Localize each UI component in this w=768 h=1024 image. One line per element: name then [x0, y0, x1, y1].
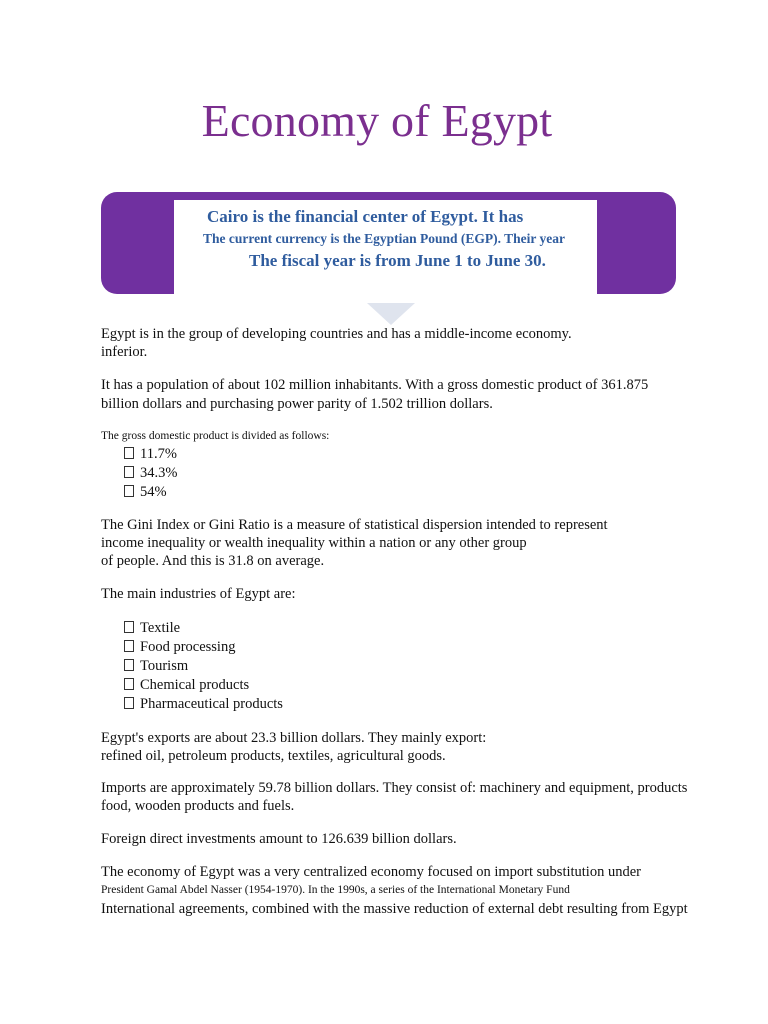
- paragraph-gini-line-1: The Gini Index or Gini Ratio is a measure of statistical dispersion intended to represent: [101, 517, 608, 533]
- summary-banner-text-box: [174, 200, 597, 294]
- checkbox-bullet-icon: [124, 678, 134, 690]
- gdp-item-label: 54%: [140, 484, 167, 500]
- paragraph-gini-line-3: of people. And this is 31.8 on average.: [101, 553, 325, 569]
- checkbox-bullet-icon: [124, 485, 134, 497]
- industry-label: Tourism: [140, 658, 189, 674]
- industries-intro: The main industries of Egypt are:: [101, 586, 296, 602]
- paragraph-history-line-3: International agreements, combined with the massive reduction of external debt resulting from Egypt: [101, 901, 688, 917]
- paragraph-population-line-2: billion dollars and purchasing power parity of 1.502 trillion dollars.: [101, 396, 493, 412]
- checkbox-bullet-icon: [124, 447, 134, 459]
- list-item: [124, 483, 167, 501]
- list-item: [124, 445, 177, 463]
- paragraph-imports-line-1: Imports are approximately 59.78 billion dollars. They consist of: machinery and equipment, products: [101, 780, 688, 796]
- industry-label: Textile: [140, 620, 181, 636]
- list-item: [124, 657, 188, 675]
- industry-label: Pharmaceutical products: [140, 696, 283, 712]
- list-item: [124, 638, 235, 656]
- list-item: [124, 619, 180, 637]
- paragraph-fdi: Foreign direct investments amount to 126.639 billion dollars.: [101, 831, 457, 847]
- paragraph-imports-line-2: food, wooden products and fuels.: [101, 798, 295, 814]
- paragraph-exports-line-2: refined oil, petroleum products, textiles, agricultural goods.: [101, 748, 446, 764]
- paragraph-population-line-1: It has a population of about 102 million inhabitants. With a gross domestic product of 361.875: [101, 377, 649, 393]
- down-arrow-icon: [367, 303, 415, 325]
- paragraph-economy-line-2: inferior.: [101, 344, 148, 360]
- banner-line-3: The fiscal year is from June 1 to June 30.: [249, 251, 546, 270]
- banner-line-2: The current currency is the Egyptian Pound (EGP). Their year: [203, 231, 565, 246]
- list-item: [124, 695, 283, 713]
- checkbox-bullet-icon: [124, 640, 134, 652]
- paragraph-exports-line-1: Egypt's exports are about 23.3 billion dollars. They mainly export:: [101, 730, 487, 746]
- checkbox-bullet-icon: [124, 659, 134, 671]
- paragraph-history-line-2: President Gamal Abdel Nasser (1954-1970). In the 1990s, a series of the International Monetary Fund: [101, 884, 570, 896]
- industry-label: Food processing: [140, 639, 236, 655]
- gdp-intro: The gross domestic product is divided as follows:: [101, 430, 330, 442]
- paragraph-history-line-1: The economy of Egypt was a very centralized economy focused on import substitution under: [101, 864, 641, 880]
- checkbox-bullet-icon: [124, 697, 134, 709]
- paragraph-economy-line-1: Egypt is in the group of developing countries and has a middle-income economy.: [101, 326, 572, 342]
- list-item: [124, 676, 249, 694]
- paragraph-gini-line-2: income inequality or wealth inequality within a nation or any other group: [101, 535, 527, 551]
- industry-label: Chemical products: [140, 677, 250, 693]
- gdp-item-label: 11.7%: [140, 446, 177, 462]
- banner-line-1: Cairo is the financial center of Egypt. It has: [207, 207, 524, 226]
- checkbox-bullet-icon: [124, 466, 134, 478]
- checkbox-bullet-icon: [124, 621, 134, 633]
- list-item: [124, 464, 177, 482]
- gdp-item-label: 34.3%: [140, 465, 178, 481]
- document-title: Economy of Egypt: [201, 95, 553, 146]
